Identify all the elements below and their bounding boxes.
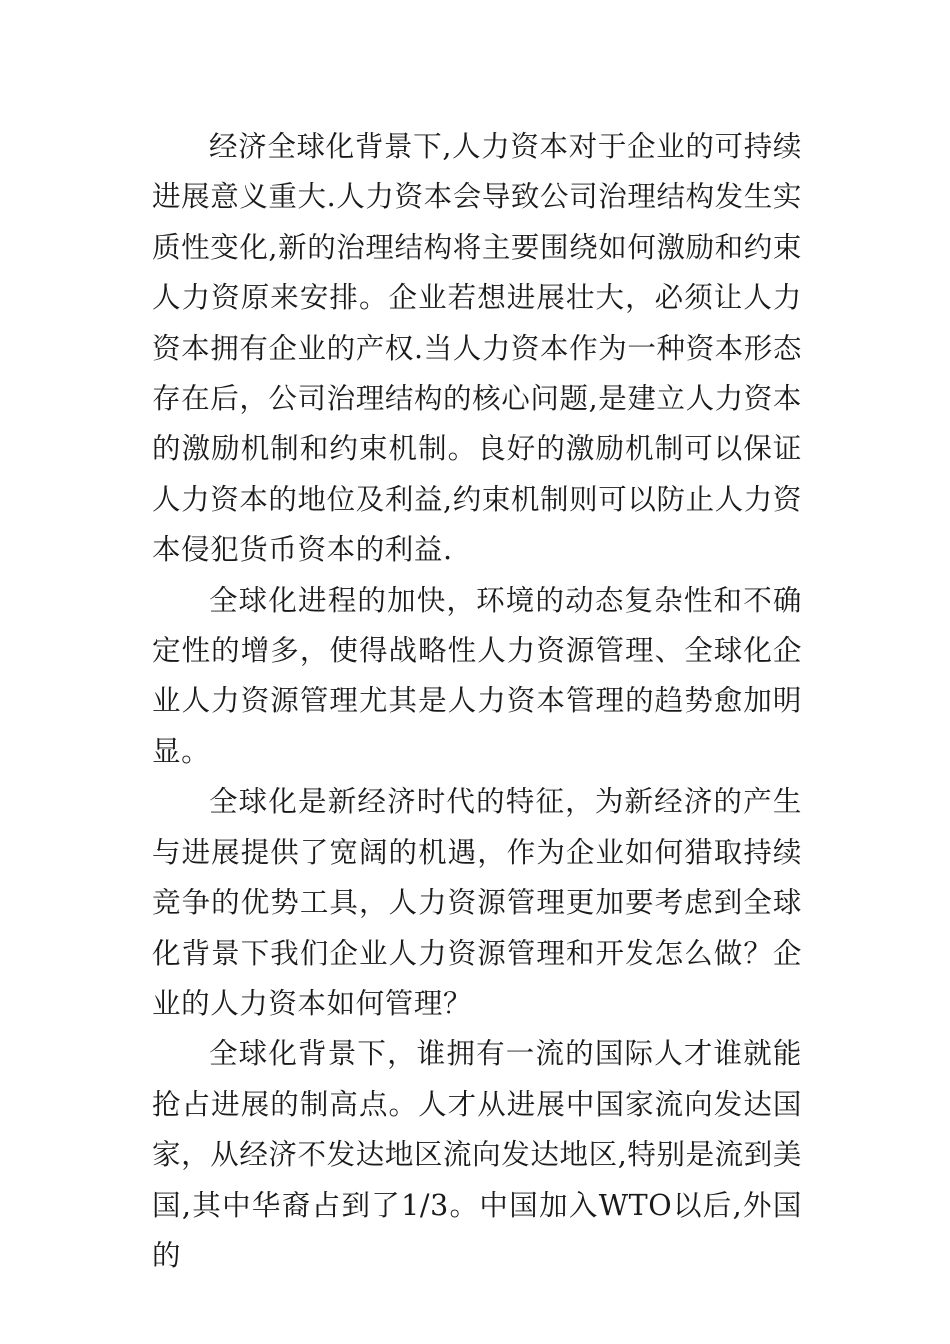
paragraph: 全球化进程的加快，环境的动态复杂性和不确定性的增多，使得战略性人力资源管理、全球化企业人力资源管理尤其是人力资本管理的趋势愈加明显。 [152, 583, 802, 768]
paragraph: 全球化是新经济时代的特征，为新经济的产生与进展提供了宽阔的机遇，作为企业如何猎取持续竞争的优势工具，人力资源管理更加要考虑到全球化背景下我们企业人力资源管理和开发怎么做？企业的人力资本如何管理？ [152, 785, 802, 1020]
paragraph: 全球化背景下，谁拥有一流的国际人才谁就能抢占进展的制高点。人才从进展中国家流向发达国家，从经济不发达地区流向发达地区,特别是流到美国,其中华裔占到了1/3。中国加入WTO以后,外国的 [152, 1037, 802, 1272]
document-body [152, 122, 802, 1281]
paragraph: 经济全球化背景下,人力资本对于企业的可持续进展意义重大.人力资本会导致公司治理结构发生实质性变化,新的治理结构将主要围绕如何激励和约束人力资原来安排。企业若想进展壮大，必须让人力资本拥有企业的产权.当人力资本作为一种资本形态存在后，公司治理结构的核心问题,是建立人力资本的激励机制和约束机制。良好的激励机制可以保证人力资本的地位及利益,约束机制则可以防止人力资本侵犯货币资本的利益. [152, 130, 802, 567]
